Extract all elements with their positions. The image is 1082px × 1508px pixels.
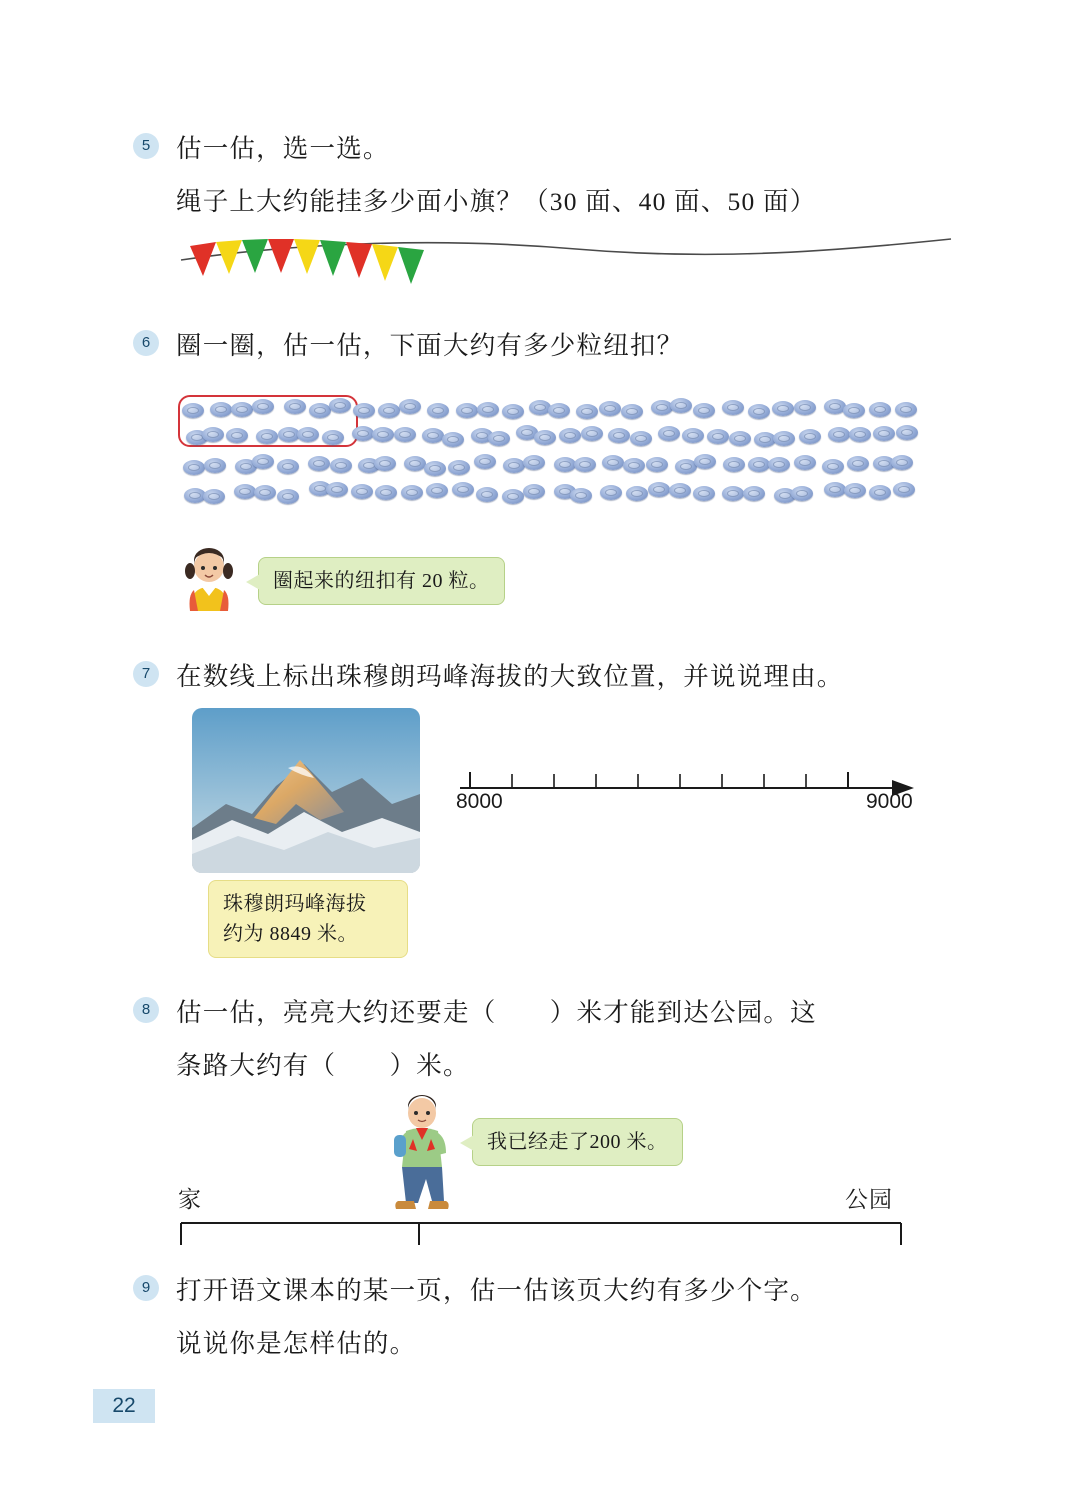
button-dot (743, 486, 765, 501)
exercise-number-badge: 7 (133, 661, 159, 687)
buttons-illustration (178, 393, 918, 523)
button-dot (254, 485, 276, 500)
button-dot (559, 428, 581, 443)
everest-note-line-1: 珠穆朗玛峰海拔 (223, 893, 367, 915)
button-dot (869, 402, 891, 417)
button-dot (534, 430, 556, 445)
button-dot (394, 427, 416, 442)
button-dot (422, 428, 444, 443)
road-end-label: 公园 (845, 1187, 893, 1212)
button-dot (896, 425, 918, 440)
button-dot (630, 431, 652, 446)
button-dot (873, 426, 895, 441)
button-dot (693, 403, 715, 418)
number-line-left-label: 8000 (456, 790, 503, 813)
button-dot (651, 400, 673, 415)
button-dot (372, 427, 394, 442)
button-dot (600, 485, 622, 500)
button-dot (182, 403, 204, 418)
button-dot (231, 402, 253, 417)
button-dot (502, 404, 524, 419)
button-dot (748, 404, 770, 419)
button-dot (256, 429, 278, 444)
road-line (176, 1215, 906, 1249)
button-dot (772, 401, 794, 416)
girl-figure (176, 545, 242, 611)
button-dot (621, 404, 643, 419)
exercise-8-line-2: 条路大约有（ ）米。 (176, 1051, 470, 1080)
button-dot (574, 457, 596, 472)
button-dot (658, 426, 680, 441)
button-dot (748, 457, 770, 472)
button-dot (523, 455, 545, 470)
button-dot (682, 428, 704, 443)
button-dot (847, 456, 869, 471)
button-dot (844, 483, 866, 498)
button-dot (502, 489, 524, 504)
button-dot (474, 454, 496, 469)
button-dot (404, 456, 426, 471)
button-dot (183, 460, 205, 475)
button-dot (548, 403, 570, 418)
button-dot (794, 400, 816, 415)
button-dot (378, 403, 400, 418)
button-dot (794, 455, 816, 470)
button-dot (626, 486, 648, 501)
exercise-8-line-1: 估一估，亮亮大约还要走（ ）米才能到达公园。这 (176, 998, 817, 1027)
button-dot (599, 401, 621, 416)
boy-speech-bubble: 我已经走了200 米。 (472, 1118, 683, 1166)
button-dot (308, 456, 330, 471)
button-dot (374, 456, 396, 471)
button-dot (570, 488, 592, 503)
button-dot (791, 486, 813, 501)
button-dot (822, 459, 844, 474)
button-dot (722, 400, 744, 415)
exercise-9-line-2: 说说你是怎样估的。 (176, 1329, 417, 1358)
exercise-7-line-1: 在数线上标出珠穆朗玛峰海拔的大致位置，并说说理由。 (176, 662, 844, 691)
button-dot (608, 428, 630, 443)
button-dot (401, 485, 423, 500)
button-dot (503, 458, 525, 473)
button-dot (828, 427, 850, 442)
button-dot (277, 489, 299, 504)
number-line (452, 760, 922, 814)
button-dot (722, 486, 744, 501)
button-dot (824, 482, 846, 497)
exercise-5-line-1: 估一估，选一选。 (176, 134, 390, 163)
button-dot (309, 403, 331, 418)
button-dot (669, 483, 691, 498)
button-dot (375, 485, 397, 500)
button-dot (351, 484, 373, 499)
button-dot (203, 489, 225, 504)
button-dot (799, 429, 821, 444)
button-dot (893, 482, 915, 497)
button-dot (891, 455, 913, 470)
button-dot (707, 429, 729, 444)
button-dot (602, 455, 624, 470)
button-dot (849, 427, 871, 442)
exercise-number-badge: 8 (133, 997, 159, 1023)
button-dot (476, 487, 498, 502)
button-dot (326, 482, 348, 497)
girl-speech-bubble: 圈起来的纽扣有 20 粒。 (258, 557, 505, 605)
button-dot (330, 458, 352, 473)
button-dot (252, 399, 274, 414)
button-dot (353, 403, 375, 418)
button-dot (204, 458, 226, 473)
button-dot (456, 403, 478, 418)
flag-banner (190, 238, 450, 286)
button-dot (448, 460, 470, 475)
exercise-number-badge: 9 (133, 1275, 159, 1301)
button-dot (426, 483, 448, 498)
button-dot (869, 485, 891, 500)
button-dot (252, 454, 274, 469)
button-dot (693, 486, 715, 501)
button-dot (694, 454, 716, 469)
exercise-9-line-1: 打开语文课本的某一页，估一估该页大约有多少个字。 (176, 1276, 817, 1305)
everest-note-line-2: 约为 8849 米。 (223, 923, 358, 945)
button-dot (843, 403, 865, 418)
boy-figure (382, 1095, 462, 1220)
button-dot (277, 459, 299, 474)
button-dot (210, 402, 232, 417)
button-dot (648, 482, 670, 497)
button-dot (646, 457, 668, 472)
exercise-number-badge: 5 (133, 133, 159, 159)
everest-photo (192, 708, 420, 873)
exercise-6-line-1: 圈一圈，估一估，下面大约有多少粒纽扣？ (176, 331, 684, 360)
button-dot (670, 398, 692, 413)
button-dot (773, 431, 795, 446)
button-dot (442, 432, 464, 447)
button-dot (729, 431, 751, 446)
button-dot (477, 402, 499, 417)
number-line-right-label: 9000 (866, 790, 913, 813)
button-dot (452, 482, 474, 497)
road-start-label: 家 (178, 1187, 202, 1212)
exercise-number-badge: 6 (133, 330, 159, 356)
button-dot (723, 457, 745, 472)
exercise-5-line-2: 绳子上大约能挂多少面小旗？（30 面、40 面、50 面） (176, 187, 817, 216)
button-dot (623, 458, 645, 473)
button-dot (768, 457, 790, 472)
button-dot (322, 430, 344, 445)
button-dot (399, 399, 421, 414)
button-dot (424, 461, 446, 476)
button-dot (554, 457, 576, 472)
page-number: 22 (93, 1389, 155, 1423)
button-dot (329, 398, 351, 413)
button-dot (523, 484, 545, 499)
button-dot (576, 404, 598, 419)
button-dot (895, 402, 917, 417)
button-dot (581, 426, 603, 441)
button-dot (488, 431, 510, 446)
button-dot (427, 403, 449, 418)
everest-note (208, 880, 408, 958)
